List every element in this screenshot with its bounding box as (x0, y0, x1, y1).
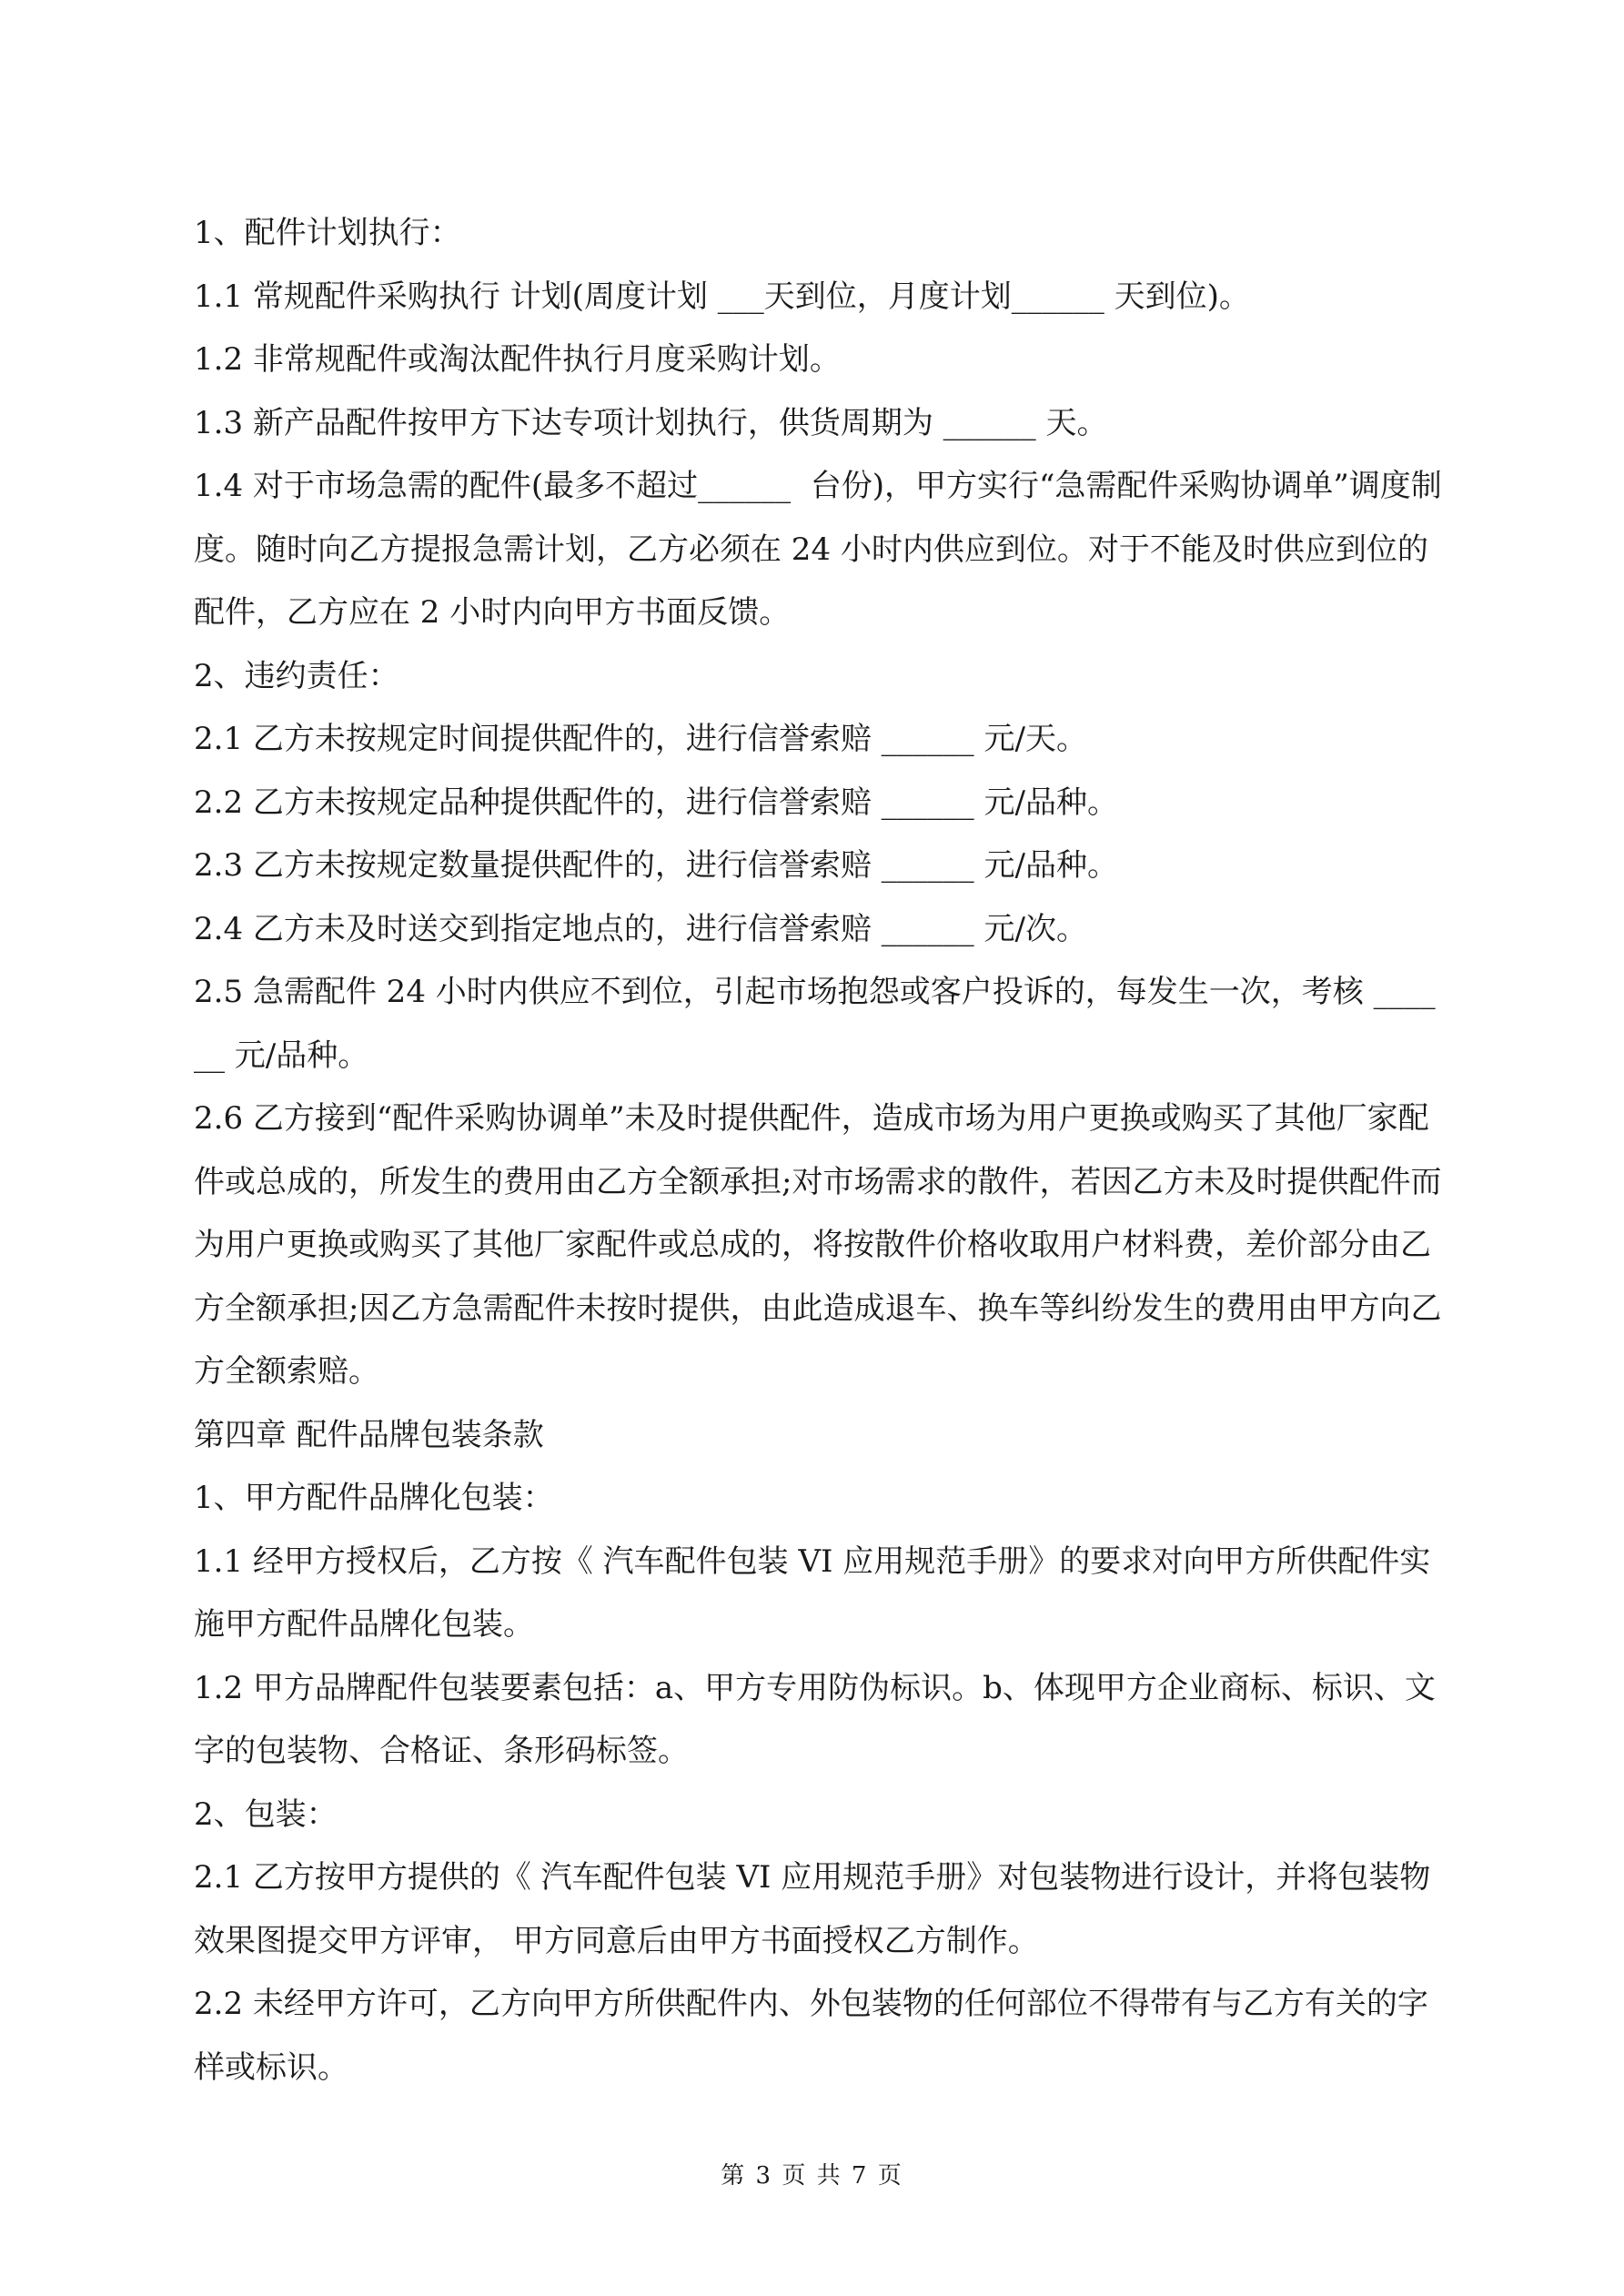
section-heading-liability: 2、违约责任： (194, 657, 399, 694)
clause-4-1-1: 1.1 经甲方授权后，乙方按《 汽车配件包装 VI 应用规范手册》的要求对向甲方所供配件实施甲方配件品牌化包装。 (194, 1542, 1431, 1643)
section-heading-brand-packaging: 1、甲方配件品牌化包装： (194, 1480, 554, 1516)
clause-4-2-1: 2.1 乙方按甲方提供的《 汽车配件包装 VI 应用规范手册》对包装物进行设计，并将包装物效果图提交甲方评审， 甲方同意后由甲方书面授权乙方制作。 (194, 1859, 1431, 1959)
clause-4-2-2: 2.2 未经甲方许可，乙方向甲方所供配件内、外包装物的任何部位不得带有与乙方有关的字样或标识。 (194, 1986, 1428, 2086)
clause-1-2: 1.2 非常规配件或淘汰配件执行月度采购计划。 (194, 341, 841, 378)
clause-2-3: 2.3 乙方未按规定数量提供配件的，进行信誉索赔 ______ 元/品种。 (194, 847, 1118, 884)
clause-2-4: 2.4 乙方未及时送交到指定地点的，进行信誉索赔 ______ 元/次。 (194, 910, 1087, 947)
clause-1-1: 1.1 常规配件采购执行 计划(周度计划 ___天到位，月度计划______ 天到位)。 (194, 278, 1250, 315)
section-heading-plan-execution: 1、配件计划执行： (194, 215, 461, 251)
clause-1-4: 1.4 对于市场急需的配件(最多不超过______ 台份)，甲方实行“急需配件采购协调单”调度制度。随时向乙方提报急需计划，乙方必须在 24 小时内供应到位。对于不能及时供应到位的配件，乙方应在 2 小时内向甲方书面反馈。 (194, 468, 1442, 631)
page-number-footer: 第 3 页 共 7 页 (721, 2162, 903, 2190)
clause-2-6: 2.6 乙方接到“配件采购协调单”未及时提供配件，造成市场为用户更换或购买了其他厂家配件或总成的，所发生的费用由乙方全额承担;对市场需求的散件，若因乙方未及时提供配件而为用户更换或购买了其他厂家配件或总成的，将按散件价格收取用户材料费，差价部分由乙方全额承担;因乙方急需配件未按时提供，由此造成退车、换车等纠纷发生的费用由甲方向乙方全额索赔。 (194, 1100, 1442, 1390)
clause-4-1-2: 1.2 甲方品牌配件包装要素包括：a、甲方专用防伪标识。b、体现甲方企业商标、标识、文字的包装物、合格证、条形码标签。 (194, 1669, 1436, 1769)
clause-2-1: 2.1 乙方未按规定时间提供配件的，进行信誉索赔 ______ 元/天。 (194, 721, 1087, 757)
clause-1-3: 1.3 新产品配件按甲方下达专项计划执行，供货周期为 ______ 天。 (194, 404, 1108, 441)
section-heading-packaging: 2、包装： (194, 1795, 338, 1833)
clause-2-2: 2.2 乙方未按规定品种提供配件的，进行信誉索赔 ______ 元/品种。 (194, 784, 1118, 821)
document-body (194, 202, 1449, 2099)
chapter-heading-4: 第四章 配件品牌包装条款 (194, 1416, 544, 1453)
clause-2-5: 2.5 急需配件 24 小时内供应不到位，引起市场抱怨或客户投诉的，每发生一次，考核 ______ 元/品种。 (194, 974, 1436, 1074)
